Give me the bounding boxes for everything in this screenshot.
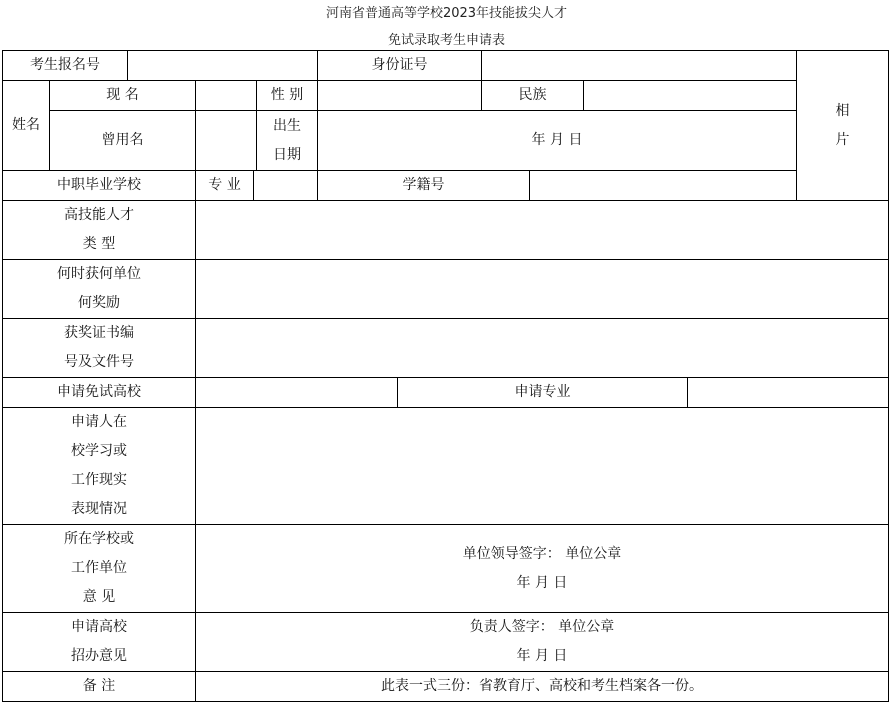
student-no-field[interactable] <box>529 170 797 201</box>
major-label: 专 业 <box>195 170 254 201</box>
admission-opinion-label: 申请高校 招办意见 <box>2 612 196 672</box>
former-name-field[interactable] <box>195 110 257 171</box>
birth-date-field[interactable]: 年 月 日 <box>317 110 797 171</box>
name-label: 姓名 <box>2 80 50 171</box>
major-field[interactable] <box>253 170 318 201</box>
apply-major-label: 申请专业 <box>397 377 688 408</box>
apply-major-field[interactable] <box>687 377 889 408</box>
ethnicity-field[interactable] <box>583 80 797 111</box>
apply-school-field[interactable] <box>195 377 398 408</box>
id-number-field[interactable] <box>481 50 797 81</box>
remarks-text: 此表一式三份：省教育厅、高校和考生档案各一份。 <box>195 671 889 702</box>
form-subtitle: 免试录取考生申请表 <box>387 33 505 48</box>
student-no-label: 学籍号 <box>317 170 530 201</box>
school-label: 中职毕业学校 <box>2 170 196 201</box>
current-name-field[interactable] <box>195 80 257 111</box>
talent-type-label: 高技能人才 类 型 <box>2 200 196 260</box>
performance-field[interactable] <box>195 407 889 525</box>
gender-label: 性 别 <box>256 80 318 111</box>
apply-school-label: 申请免试高校 <box>2 377 196 408</box>
ethnicity-label: 民族 <box>481 80 584 111</box>
id-number-label: 身份证号 <box>317 50 482 81</box>
performance-label: 申请人在 校学习或 工作现实 表现情况 <box>2 407 196 525</box>
certificate-field[interactable] <box>195 318 889 378</box>
unit-opinion-label: 所在学校或 工作单位 意 见 <box>2 524 196 613</box>
admission-opinion-field[interactable]: 负责人签字： 单位公章 年 月 日 <box>195 612 889 672</box>
current-name-label: 现 名 <box>49 80 196 111</box>
birth-date-label: 出生 日期 <box>256 110 318 171</box>
photo-box: 相 片 <box>796 50 889 201</box>
gender-field[interactable] <box>317 80 482 111</box>
certificate-label: 获奖证书编 号及文件号 <box>2 318 196 378</box>
reg-no-field[interactable] <box>127 50 318 81</box>
reg-no-label: 考生报名号 <box>2 50 128 81</box>
award-field[interactable] <box>195 259 889 319</box>
unit-opinion-field[interactable]: 单位领导签字： 单位公章 年 月 日 <box>195 524 889 613</box>
award-label: 何时获何单位 何奖励 <box>2 259 196 319</box>
remarks-label: 备 注 <box>2 671 196 702</box>
talent-type-field[interactable] <box>195 200 889 260</box>
form-title: 河南省普通高等学校2023年技能拔尖人才 <box>325 6 568 21</box>
former-name-label: 曾用名 <box>49 110 196 171</box>
